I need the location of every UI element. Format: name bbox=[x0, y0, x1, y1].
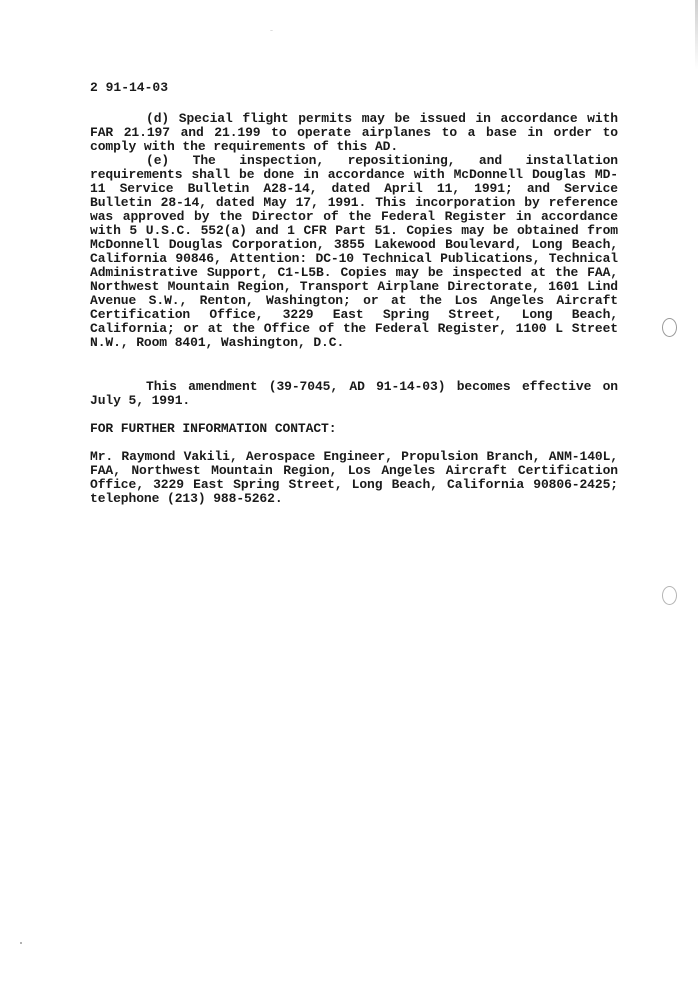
effective-date-paragraph: This amendment (39-7045, AD 91-14-03) becomes effective on July 5, 1991. bbox=[90, 379, 618, 408]
scan-edge-shadow bbox=[695, 0, 698, 70]
punch-hole-icon bbox=[662, 586, 677, 605]
contact-details: Mr. Raymond Vakili, Aerospace Engineer, Propulsion Branch, ANM-140L, FAA, Northwest Mountain Region, Los Angeles Aircraft Certification Office, 3229 East Spring Street, Long Beach, California 90806-2425; telephone (213) 988-5262. bbox=[90, 449, 618, 506]
contact-heading: FOR FURTHER INFORMATION CONTACT: bbox=[90, 421, 337, 436]
scan-speck bbox=[20, 942, 22, 944]
page-number-header: 2 91-14-03 bbox=[90, 80, 169, 95]
paragraph-e-incorporation-by-reference: (e) The inspection, repositioning, and installation requirements shall be done in accordance with McDonnell Douglas MD-11 Service Bulletin A28-14, dated April 11, 1991; and Service Bulletin 28-14, dated May 17, 1991. This incorporation by reference was approved by the Director of the Federal Register in accordance with 5 U.S.C. 552(a) and 1 CFR Part 51. Copies may be obtained from McDonnell Douglas Corporation, 3855 Lakewood Boulevard, Long Beach, California 90846, Attention: DC-10 Technical Publications, Technical Administrative Support, C1-L5B. Copies may be inspected at the FAA, Northwest Mountain Region, Transport Airplane Directorate, 1601 Lind Avenue S.W., Renton, Washington; or at the Los Angeles Aircraft Certification Office, 3229 East Spring Street, Long Beach, California; or at the Office of the Federal Register, 1100 L Street N.W., Room 8401, Washington, D.C. bbox=[90, 153, 618, 350]
paragraph-d-special-flight-permits: (d) Special flight permits may be issued in accordance with FAR 21.197 and 21.199 to operate airplanes to a base in order to comply with the requirements of this AD. bbox=[90, 111, 618, 154]
punch-hole-icon bbox=[662, 318, 677, 337]
scan-speck bbox=[270, 30, 273, 31]
